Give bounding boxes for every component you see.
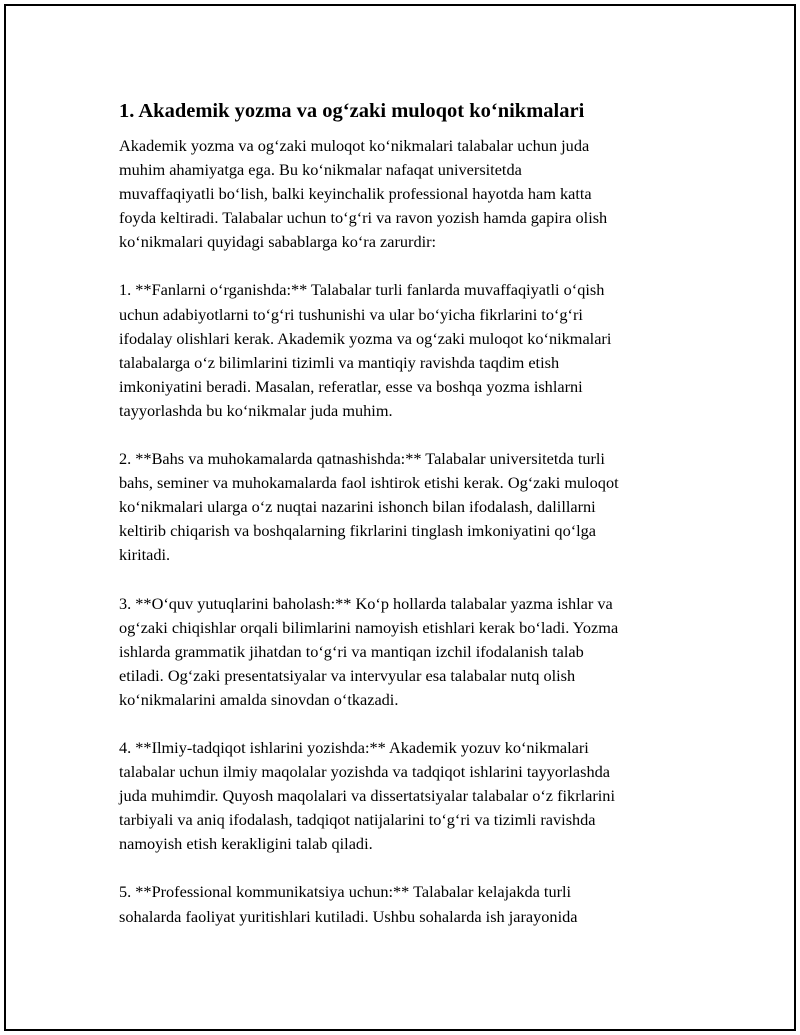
- document-body: [119, 98, 699, 953]
- paragraph-item-2: 2. **Bahs va muhokamalarda qatnashishda:** Talabalar universitetda turli bahs, seminer va muhokamalarda faol ishtirok etishi kerak. Og‘zaki muloqot ko‘nikmalari ularga o‘z nuqtai nazarini ishonch bilan ifodalash, dalillarni keltirib chiqarish va boshqalarning fikrlarini tinglash imkoniyatini qo‘lga kiritadi.: [119, 449, 619, 565]
- paragraph-item-1: 1. **Fanlarni o‘rganishda:** Talabalar turli fanlarda muvaffaqiyatli o‘qish uchun adabiyotlarni to‘g‘ri tushunishi va ular bo‘yicha fikrlarini to‘g‘ri ifodalay olishlari kerak. Akademik yozma va og‘zaki muloqot ko‘nikmalari talabalarga o‘z bilimlarini tizimli va mantiqiy ravishda taqdim etish imkoniyatini beradi. Masalan, referatlar, esse va boshqa yozma ishlarni tayyorlashda bu ko‘nikmalar juda muhim.: [119, 280, 612, 420]
- paragraph-item-3: 3. **O‘quv yutuqlarini baholash:** Ko‘p hollarda talabalar yazma ishlar va og‘zaki chiqishlar orqali bilimlarini namoyish etishlari kerak bo‘ladi. Yozma ishlarda grammatik jihatdan to‘g‘ri va mantiqan izchil ifodalanish talab etiladi. Og‘zaki presentatsiyalar va intervyular esa talabalar nutq olish ko‘nikmalarini amalda sinovdan o‘tkazadi.: [119, 593, 619, 709]
- paragraph-item-5: 5. **Professional kommunikatsiya uchun:** Talabalar kelajakda turli sohalarda faoliyat yuritishlari kutiladi. Ushbu sohalarda ish jarayonida: [119, 882, 578, 926]
- paragraph-item-4: 4. **Ilmiy-tadqiqot ishlarini yozishda:** Akademik yozuv ko‘nikmalari talabalar uchun ilmiy maqolalar yozishda va tadqiqot ishlarini tayyorlashda juda muhimdir. Quyosh maqolalari va dissertatsiyalar talabalar o‘z fikrlarini tarbiyali va aniq ifodalash, tadqiqot natijalarini to‘g‘ri va tizimli ravishda namoyish etish kerakligini talab qiladi.: [119, 737, 615, 854]
- document-title: 1. Akademik yozma va og‘zaki muloqot ko‘nikmalari: [119, 100, 585, 122]
- intro-paragraph: Akademik yozma va og‘zaki muloqot ko‘nikmalari talabalar uchun juda muhim ahamiyatga ega. Bu ko‘nikmalar nafaqat universitetda muvaffaqiyatli bo‘lish, balki keyinchalik professional hayotda ham katta foyda keltiradi. Talabalar uchun to‘g‘ri va ravon yozish hamda gapira olish ko‘nikmalari quyidagi sabablarga ko‘ra zarurdir:: [119, 136, 608, 252]
- page-frame: [4, 4, 796, 1031]
